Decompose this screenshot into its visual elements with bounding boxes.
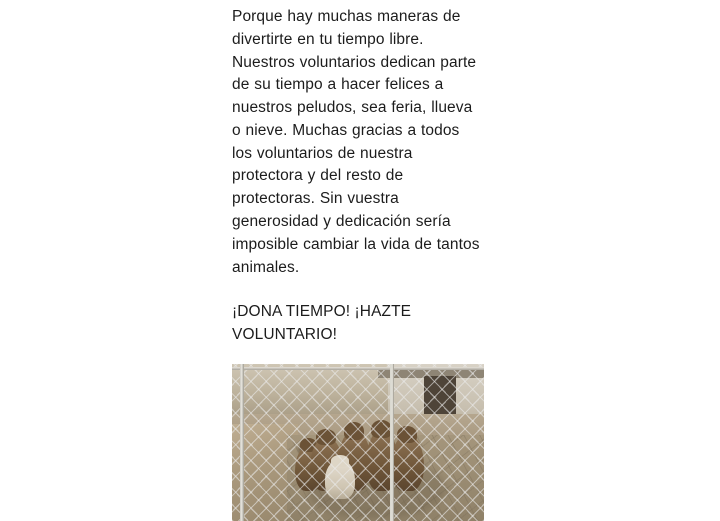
call-to-action-text: ¡DONA TIEMPO! ¡HAZTE VOLUNTARIO! xyxy=(232,303,412,344)
post-content xyxy=(232,6,484,521)
body-paragraph: Porque hay muchas maneras de divertirte en tu tiempo libre. Nuestros voluntarios dedican parte de su tiempo a hacer felices a nuestros peludos, sea feria, llueva o nieve. Muchas gracias a todos los voluntarios de nuestra protectora y del resto de protectoras. Sin vuestra generosidad y dedicación sería imposible cambiar la vida de tantos animales. xyxy=(232,8,480,276)
shelter-dogs-photo xyxy=(232,364,484,521)
paragraph-spacer xyxy=(232,279,484,301)
photo-container xyxy=(232,364,484,521)
photo-fence-post xyxy=(240,364,244,521)
photo-gate-edge xyxy=(390,364,485,521)
